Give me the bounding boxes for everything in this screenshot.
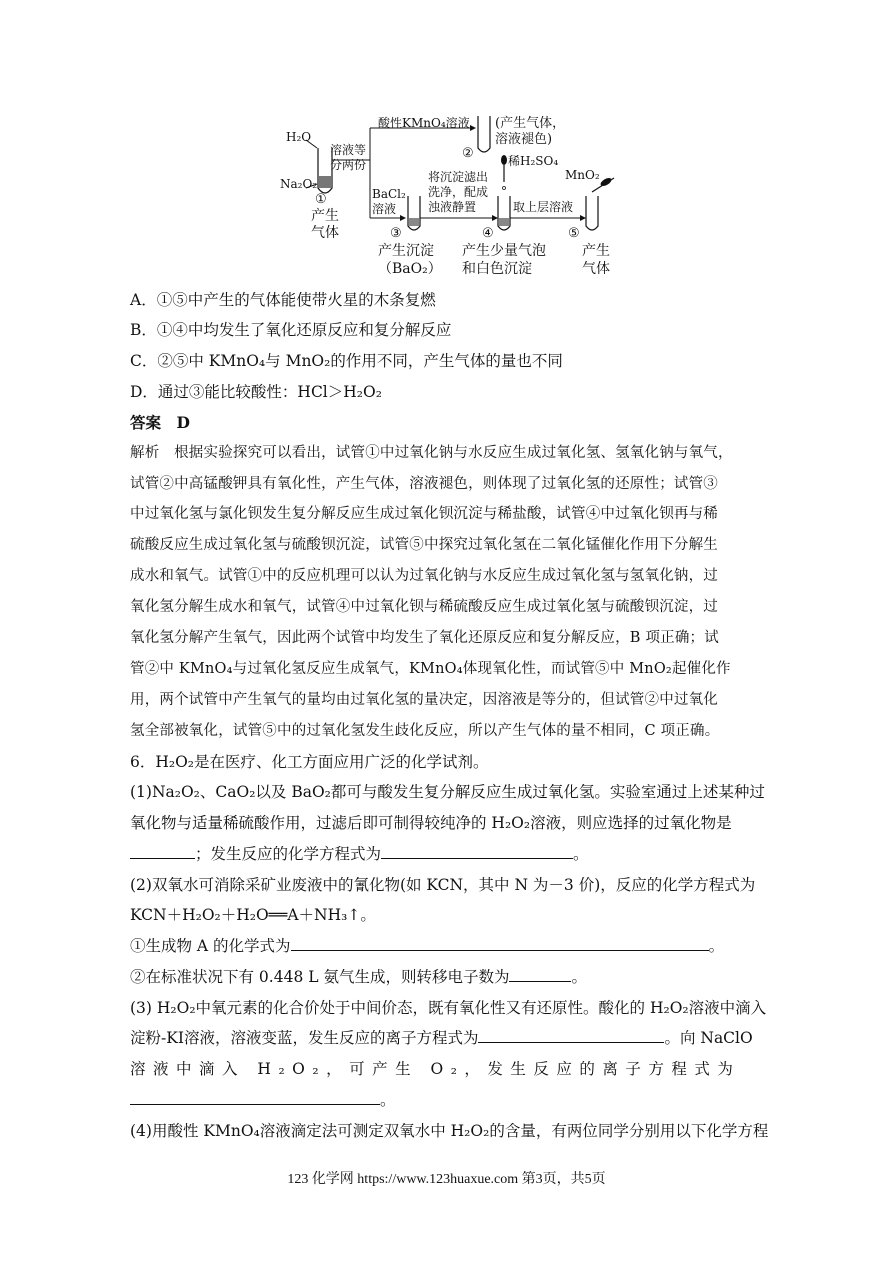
tube-2: [478, 116, 490, 152]
tube-5-result: 产生 气体: [582, 243, 610, 277]
q6-part2-ii-text: ②在标准状况下有 0.448 L 氨气生成，则转移电子数为: [130, 968, 510, 986]
label-h2o: H₂O: [286, 130, 312, 144]
explanation-line: 硫酸反应生成过氧化氢与硫酸钡沉淀，试管⑤中探究过氧化氢在二氧化锰催化作用下分解生: [130, 537, 718, 553]
answer-blank[interactable]: [291, 936, 709, 951]
q6-part1-line1: (1)Na₂O₂、CaO₂以及 BaO₂都可与酸发生复分解反应生成过氧化氢。实验室通过上述某种过: [130, 783, 765, 801]
page-footer: 123 化学网 https://www.123huaxue.com 第3页，共5页: [287, 1172, 606, 1187]
label-acid-kmno4: 酸性KMnO₄溶液: [378, 116, 470, 130]
q6-part1-end: 。: [573, 845, 589, 863]
q6-part3-text: 淀粉-KI溶液，溶液变蓝，发生反应的离子方程式为: [130, 1029, 479, 1047]
explanation-line: 成水和氧气。试管①中的反应机理可以认为过氧化钠与水反应生成过氧化氢与氢氧化钠，过: [130, 568, 718, 584]
explanation-line: 氧化氢分解产生氧气，因此两个试管中均发生了氧化还原反应和复分解反应，B 项正确；试: [130, 630, 719, 646]
label-split: 溶液等 分两份: [330, 143, 367, 172]
label-bacl2: BaCl₂ 溶液: [372, 187, 406, 216]
tube-3-result: 产生沉淀 （BaO₂）: [378, 243, 442, 277]
q6-intro: 6．H₂O₂是在医疗、化工方面应用广泛的化学试剂。: [130, 753, 489, 771]
option-b: B．①④中均发生了氧化还原反应和复分解反应: [130, 321, 452, 339]
q6-part2-i-end: 。: [708, 937, 725, 955]
label-dilute-h2so4: 稀H₂SO₄: [508, 154, 559, 168]
tube-1-number: ①: [315, 192, 327, 207]
q6-part2-i: [130, 936, 724, 956]
explanation-line: 氧化氢分解生成水和氧气，试管④中过氧化钡与稀硫酸反应生成过氧化氢与硫酸钡沉淀，过: [130, 599, 718, 615]
q6-part3-line1: (3) H₂O₂中氧元素的化合价处于中间价态，既有氧化性又有还原性。酸化的 H₂O₂溶液中滴入: [130, 999, 767, 1017]
tube-5-number: ⑤: [568, 226, 580, 241]
q6-part1-line2: 氧化物与适量稀硫酸作用，过滤后即可制得较纯净的 H₂O₂溶液，则应选择的过氧化物是: [130, 814, 732, 832]
q6-part2-line2: KCN＋H₂O₂＋H₂O══A＋NH₃↑。: [130, 906, 376, 924]
q6-part2-line1: (2)双氧水可消除采矿业废液中的氰化物(如 KCN，其中 N 为－3 价)，反应的化学方程式为: [130, 876, 756, 894]
tube-4-number: ④: [482, 226, 494, 241]
answer-blank[interactable]: [381, 844, 573, 859]
explanation-line: 用，两个试管中产生氧气的量均由过氧化氢的量决定，因溶液是等分的，但试管②中过氧化: [130, 692, 718, 708]
label-na2o2: Na₂O₂: [280, 177, 318, 191]
answer: 答案 D: [130, 413, 190, 432]
q6-part1-line3: [130, 844, 589, 864]
label-mno2: MnO₂: [565, 168, 600, 182]
explanation-line: 试管②中高锰酸钾具有氧化性，产生气体，溶液褪色，则体现了过氧化氢的还原性；试管③: [130, 476, 718, 492]
explanation-line: 解析 根据实验探究可以看出，试管①中过氧化钠与水反应生成过氧化氢、氢氧化钠与氧气，: [130, 445, 733, 461]
tube-1-result: 产生 气体: [311, 208, 339, 241]
tube-2-number: ②: [462, 146, 474, 161]
option-a: A．①⑤中产生的气体能使带火星的木条复燃: [130, 291, 436, 309]
answer-blank[interactable]: [478, 1028, 664, 1043]
q6-part2-i-text: ①生成物 A 的化学式为: [130, 937, 291, 955]
tube-4-result: 产生少量气泡 和白色沉淀: [462, 243, 546, 277]
explanation-line: 管②中 KMnO₄与过氧化氢反应生成氧气，KMnO₄体现氧化性，而试管⑤中 MnO₂起催化作: [130, 661, 731, 677]
answer-blank[interactable]: [130, 1090, 380, 1105]
dropper-icon: [501, 155, 507, 165]
answer-blank[interactable]: [509, 967, 571, 982]
q6-part4-line1: (4)用酸性 KMnO₄溶液滴定法可测定双氧水中 H₂O₂的含量，有两位同学分别用以下化学方程: [130, 1122, 769, 1140]
tube-2-result: (产生气体， 溶液褪色): [495, 116, 566, 147]
q6-part2-ii-end: 。: [571, 968, 587, 986]
q6-part3-text-end: 。向 NaClO: [664, 1029, 753, 1047]
explanation-line: 氢全部被氧化，试管⑤中的过氧化氢发生歧化反应，所以产生气体的量不相同，C 项正确。: [130, 723, 720, 739]
option-c: C．②⑤中 KMnO₄与 MnO₂的作用不同，产生气体的量也不同: [130, 352, 563, 370]
label-filter-step: 将沉淀滤出 洗净，配成 浊液静置: [428, 170, 489, 214]
q6-part1-text: ；发生反应的化学方程式为: [195, 845, 382, 863]
q6-part2-ii: [130, 967, 587, 987]
q6-part3-line3: 溶液中滴入 H₂O₂，可产生 O₂，发生反应的离子方程式为: [130, 1060, 741, 1078]
explanation-line: 中过氧化氢与氯化钡发生复分解反应生成过氧化钡沉淀与稀盐酸，试管④中过氧化钡再与稀: [130, 506, 718, 522]
q6-part3-end: 。: [380, 1091, 396, 1109]
option-d: D．通过③能比较酸性：HCl＞H₂O₂: [130, 383, 382, 401]
tube-5: [586, 196, 598, 230]
label-take-upper: 取上层溶液: [513, 200, 574, 214]
q6-part3-line2: [130, 1028, 753, 1048]
tube-3-number: ③: [390, 226, 402, 241]
answer-blank[interactable]: [130, 844, 195, 859]
q6-part3-line4: [130, 1090, 396, 1110]
